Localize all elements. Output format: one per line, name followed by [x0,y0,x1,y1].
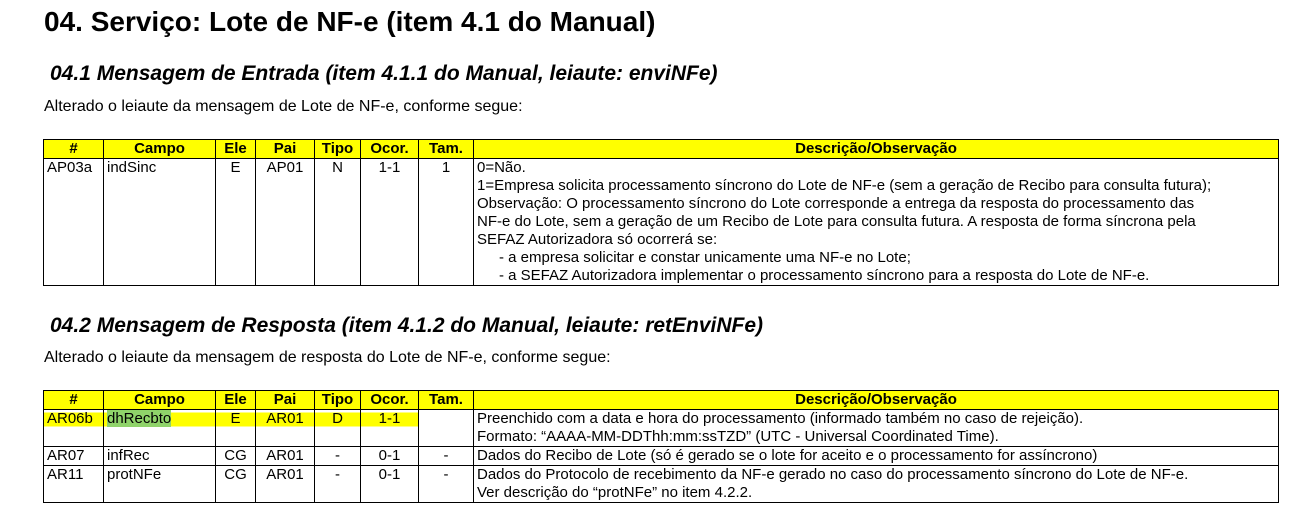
table-header-row [44,140,1279,159]
cell-id: AR07 [44,447,104,466]
cell-tipo: - [315,447,361,466]
section-2-heading: 04.2 Mensagem de Resposta (item 4.1.2 do Manual, leiaute: retEnviNFe) [50,314,764,337]
cell-tipo: N [315,159,361,286]
cell-ocor: 0-1 [361,466,419,503]
cell-campo: infRec [104,447,216,466]
cell-ocor: 1-1 [361,159,419,286]
desc-line: Dados do Protocolo de recebimento da NF-e gerado no caso do processamento síncrono do Lote de NF-e. [477,466,1189,483]
desc-line: Formato: “AAAA-MM-DDThh:mm:ssTZD” (UTC - Universal Coordinated Time). [477,428,999,445]
cell-tam: - [419,466,474,503]
desc-line: Dados do Recibo de Lote (só é gerado se o lote for aceito e o processamento for assíncrono) [477,447,1098,464]
cell-ele: E [216,410,256,447]
desc-line: Ver descrição do “protNFe” no item 4.2.2. [477,484,753,501]
cell-descricao [474,159,1279,286]
header-number: # [44,391,104,410]
header-ocor: Ocor. [361,391,419,410]
page-title: 04. Serviço: Lote de NF-e (item 4.1 do Manual) [44,6,656,37]
cell-pai: AR01 [256,410,315,447]
header-number: # [44,140,104,159]
cell-campo: protNFe [104,466,216,503]
section-1-heading: 04.1 Mensagem de Entrada (item 4.1.1 do Manual, leiaute: enviNFe) [50,62,718,85]
desc-line: 0=Não. [477,159,526,176]
table-row-highlighted [44,410,1279,447]
header-tipo: Tipo [315,140,361,159]
cell-descricao [474,466,1279,503]
cell-ele: CG [216,447,256,466]
table-header-row [44,391,1279,410]
cell-tam [419,410,474,447]
header-pai: Pai [256,391,315,410]
table-row [44,159,1279,286]
header-campo: Campo [104,391,216,410]
cell-descricao [474,410,1279,447]
cell-pai: AR01 [256,447,315,466]
header-ele: Ele [216,140,256,159]
desc-line: Observação: O processamento síncrono do Lote corresponde a entrega da resposta do processamento das [477,195,1195,212]
cell-id: AR11 [44,466,104,503]
header-tipo: Tipo [315,391,361,410]
cell-campo [104,410,216,447]
cell-tam: - [419,447,474,466]
header-ocor: Ocor. [361,140,419,159]
cell-ocor: 1-1 [361,410,419,447]
cell-id: AR06b [44,410,104,447]
cell-ocor: 0-1 [361,447,419,466]
cell-tipo: - [315,466,361,503]
header-descricao: Descrição/Observação [474,391,1279,410]
cell-descricao [474,447,1279,466]
desc-line: SEFAZ Autorizadora só ocorrerá se: [477,231,718,248]
desc-line: - a empresa solicitar e constar unicamente uma NF-e no Lote; [499,249,911,266]
response-message-table [43,390,1279,503]
cell-tam: 1 [419,159,474,286]
cell-ele: E [216,159,256,286]
section-1-intro: Alterado o leiaute da mensagem de Lote de NF-e, conforme segue: [44,98,523,115]
section-2-intro: Alterado o leiaute da mensagem de resposta do Lote de NF-e, conforme segue: [44,349,611,366]
cell-tipo: D [315,410,361,447]
header-campo: Campo [104,140,216,159]
cell-ele: CG [216,466,256,503]
highlighted-field-name: dhRecbto [107,410,172,427]
header-tam: Tam. [419,140,474,159]
desc-line: NF-e do Lote, sem a geração de um Recibo de Lote para consulta futura. A resposta de forma síncrona pela [477,213,1196,230]
cell-pai: AP01 [256,159,315,286]
table-row [44,466,1279,503]
header-ele: Ele [216,391,256,410]
header-tam: Tam. [419,391,474,410]
desc-line: - a SEFAZ Autorizadora implementar o processamento síncrono para a resposta do Lote de NF-e. [499,267,1150,284]
header-descricao: Descrição/Observação [474,140,1279,159]
cell-pai: AR01 [256,466,315,503]
desc-line: Preenchido com a data e hora do processamento (informado também no caso de rejeição). [477,410,1084,427]
desc-line: 1=Empresa solicita processamento síncrono do Lote de NF-e (sem a geração de Recibo para consulta futura); [477,177,1212,194]
table-row [44,447,1279,466]
input-message-table [43,139,1279,286]
header-pai: Pai [256,140,315,159]
cell-campo: indSinc [104,159,216,286]
cell-id: AP03a [44,159,104,286]
